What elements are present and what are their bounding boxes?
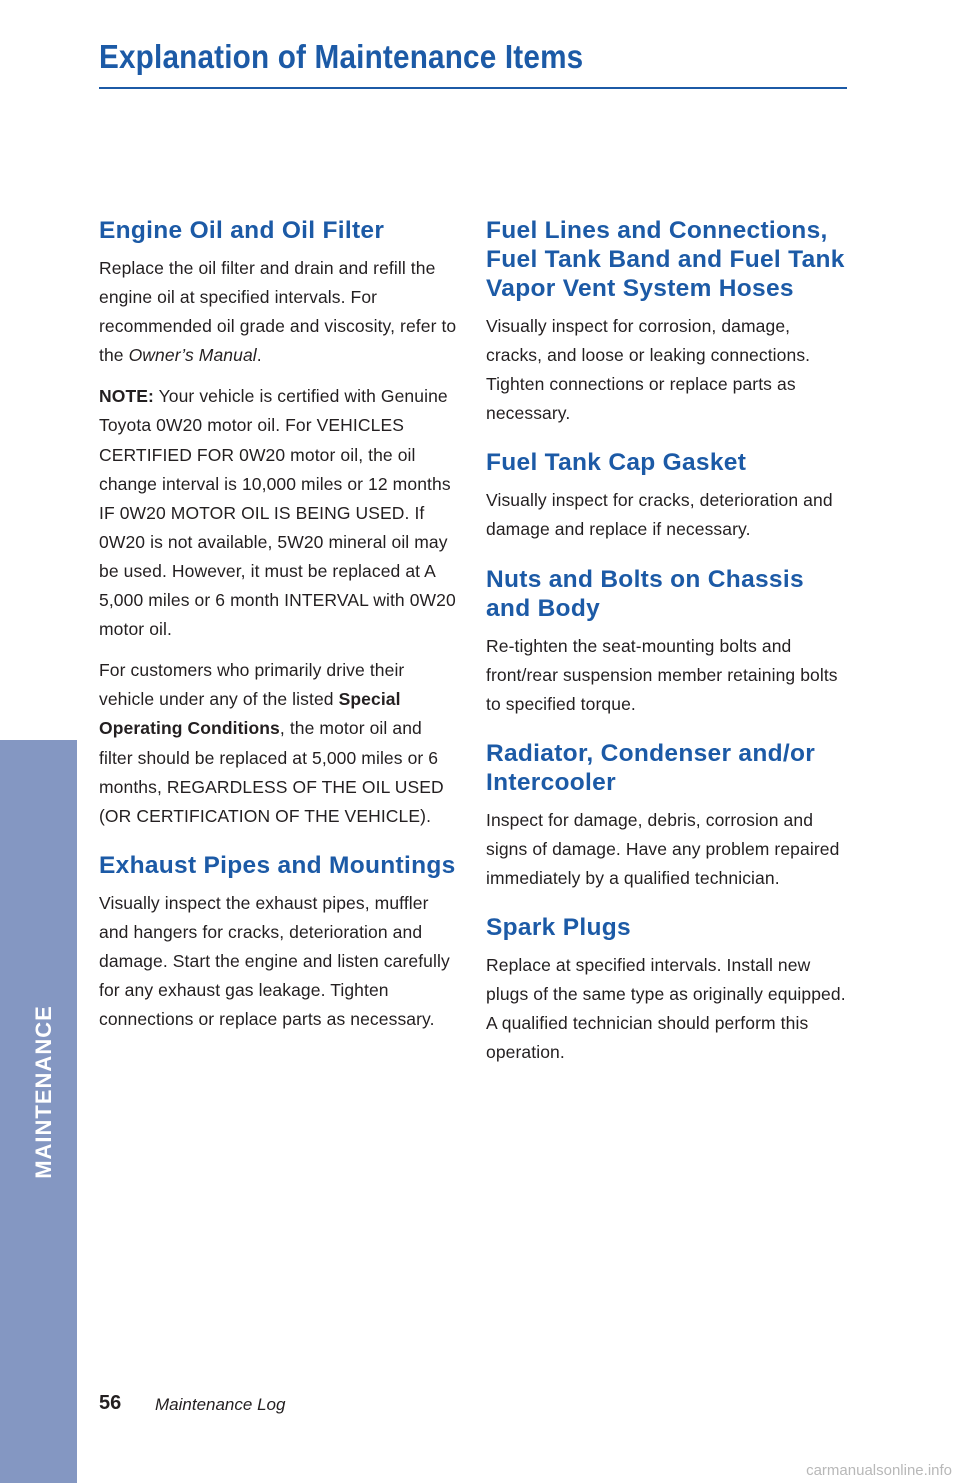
footer-label: Maintenance Log [155,1395,286,1414]
section-spark-plugs [486,913,851,1067]
note-paragraph [99,382,459,644]
note-text: Your vehicle is certified with Genuine Toyota 0W20 motor oil. For VEHICLES CERTIFIED FOR 0W20 motor oil, the oil change interval is 10,000 miles or 12 months IF 0W20 MOTOR OIL IS BEING USED. If 0W20 is not available, 5W20 mineral oil may be used. However, it must be replaced at A 5,000 miles or 6 month INTERVAL with 0W20 motor oil. [99,386,456,640]
left-column [99,216,459,1054]
right-column [486,216,851,1088]
heading-fuel-cap: Fuel Tank Cap Gasket [486,449,747,477]
title-rule [99,87,847,89]
engine-oil-text-end: . [256,345,262,366]
section-fuel-lines [486,216,851,428]
section-radiator [486,739,851,893]
heading-radiator: Radiator, Condenser and/or Intercooler [486,739,816,796]
heading-nuts-bolts: Nuts and Bolts on Chassis and Body [486,565,804,622]
engine-oil-text: Replace the oil filter and drain and refill the engine oil at specified intervals. For recommended oil grade and viscosity, refer to the [99,258,457,366]
page-number: 56 [99,1392,122,1414]
fuel-cap-paragraph: Visually inspect for cracks, deterioration and damage and replace if necessary. [486,490,833,540]
page-title: Explanation of Maintenance Items [99,38,584,75]
watermark: carmanualsonline.info [806,1462,952,1479]
nuts-bolts-paragraph: Re-tighten the seat-mounting bolts and front/rear suspension member retaining bolts to specified torque. [486,635,838,714]
section-exhaust [99,851,459,1034]
radiator-paragraph: Inspect for damage, debris, corrosion and signs of damage. Have any problem repaired immediately by a qualified technician. [486,809,840,889]
section-nuts-bolts [486,565,851,719]
side-tab-label: MAINTENANCE [31,1005,56,1179]
special-conditions-text-end: , the motor oil and filter should be replaced at 5,000 miles or 6 months, REGARDLESS OF THE OIL USED (OR CERTIFICATION OF THE VEHICLE). [99,718,444,826]
section-engine-oil [99,216,459,831]
exhaust-paragraph: Visually inspect the exhaust pipes, muffler and hangers for cracks, deterioration and damage. Start the engine and listen carefully for any exhaust gas leakage. Tighten connections or replace parts as necessary. [99,892,450,1030]
heading-engine-oil: Engine Oil and Oil Filter [99,217,385,244]
owners-manual-reference: Owner’s Manual [128,345,257,366]
special-conditions-term: Special Operating Conditions [99,689,401,739]
special-conditions-paragraph [99,656,459,831]
engine-oil-paragraph [99,254,459,370]
fuel-lines-paragraph: Visually inspect for corrosion, damage, cracks, and loose or leaking connections. Tighten connections or replace parts as necessary. [486,316,811,424]
heading-spark-plugs: Spark Plugs [486,914,631,942]
spark-plugs-paragraph: Replace at specified intervals. Install new plugs of the same type as originally equipped. A qualified technician should perform this operation. [486,955,846,1063]
heading-exhaust: Exhaust Pipes and Mountings [99,851,456,879]
note-label: NOTE: [99,386,154,407]
section-fuel-cap [486,448,851,544]
special-conditions-text: For customers who primarily drive their vehicle under any of the listed [99,660,405,710]
heading-fuel-lines: Fuel Lines and Connections, Fuel Tank Band and Fuel Tank Vapor Vent System Hoses [486,217,845,302]
